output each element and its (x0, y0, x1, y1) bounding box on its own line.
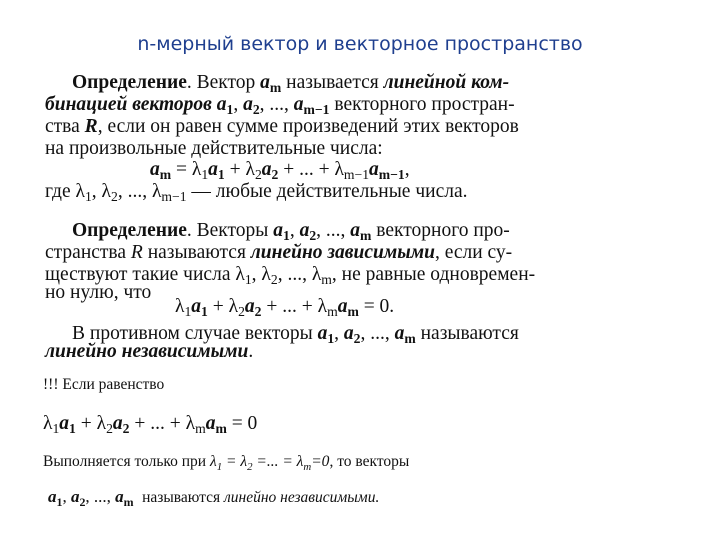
def2-term: Определение (72, 220, 187, 241)
def1-line-2: бинацией векторов $a_1$, $a_2$, ..., $a_{m-1}$ векторного простран- (45, 94, 515, 117)
note-intro: !!! Если равенство (43, 376, 165, 393)
note-formula: $\lambda_1a_1 + \lambda_2a_2$ + ... + $\lambda_ma_m = 0$ (43, 413, 258, 436)
def2-formula: $\lambda_1a_1 + \lambda_2a_2$ + ... + $\lambda_ma_m = 0$. (175, 296, 395, 319)
def1-where: где $\lambda_1$, $\lambda_2$, ..., $\lambda_{m-1}$ — любые действительные числа. (45, 181, 468, 204)
def2-else-line-1: В противном случае векторы $a_1$, $a_2$, ..., $a_m$ называются (72, 323, 519, 346)
def1-term: Определение (72, 72, 187, 93)
note-condition: Выполняется только при $\lambda_1 = \lambda_2$ =... = $\lambda_m=0$, то векторы (43, 453, 410, 473)
note-conclusion: $a_1$, $a_2$, ..., $a_m$ называются линейно независимыми. (48, 487, 380, 509)
def1-formula: $a_m = \lambda_1a_1 + \lambda_2a_2$ + ... + $\lambda_{m-1}a_{m-1}$, (150, 159, 410, 182)
def1-line-3: ства R, если он равен сумме произведений этих векторов (45, 116, 519, 137)
def1-line-4: на произвольные действительные числа: (45, 138, 383, 159)
def2-line-3: ществуют такие числа $\lambda_1$, $\lambda_2$, ..., $\lambda_m$, не равные одновремен- (45, 264, 536, 287)
def1-line-1: Определение. Вектор $a_m$ называется линейной ком- (72, 72, 510, 95)
def2-line-4: но нулю, что (45, 282, 152, 303)
slide-title: n-мерный вектор и векторное пространство (137, 33, 583, 55)
def2-line-2: странства R называются линейно зависимыми, если су- (45, 242, 513, 263)
def2-line-1: Определение. Векторы $a_1$, $a_2$, ..., $a_m$ векторного про- (72, 220, 510, 243)
def2-else-line-2: линейно независимыми. (45, 341, 254, 362)
